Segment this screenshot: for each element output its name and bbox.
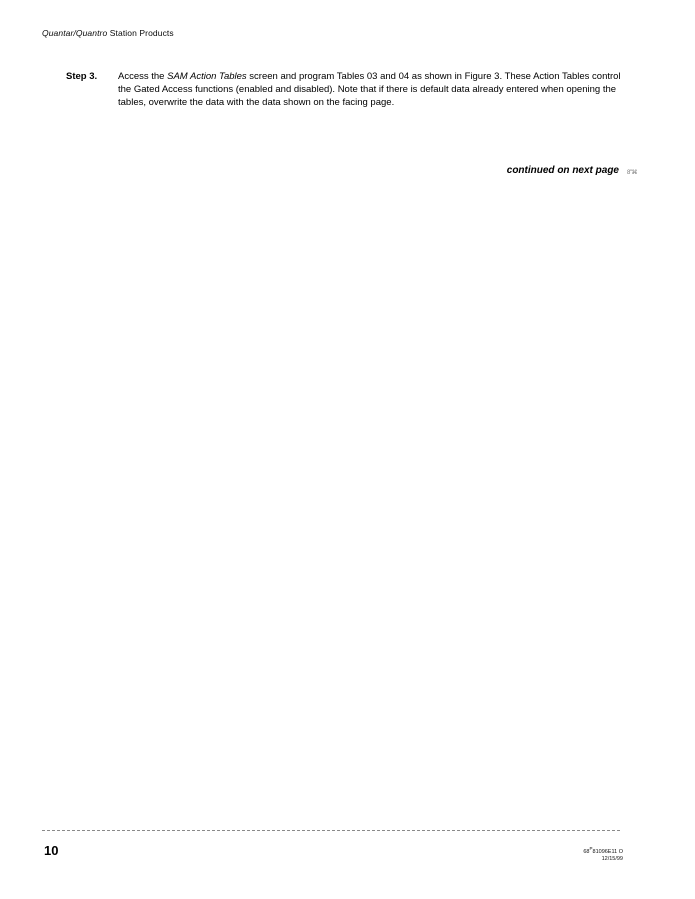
document-identifier	[583, 845, 623, 863]
running-header	[42, 28, 174, 38]
doc-id-suffix: 81096E11 O	[592, 848, 623, 855]
page-number: 10	[44, 843, 59, 858]
running-header-product: Quantar/Quantro	[42, 28, 108, 38]
step-label: Step 3.	[66, 71, 98, 82]
step-text-part1: Access the	[118, 71, 168, 82]
doc-id-prefix: 68	[583, 848, 590, 855]
doc-date: 12/15/99	[601, 855, 623, 862]
continued-mark-icon: 8"⌘	[627, 170, 637, 176]
step-text-part2: screen and program Tables 03 and 04 as shown in Figure 3. These Action Tables control the Gated Access functions (enabled and disabled). Note that if there is default data already entered when opening the tables, overwrite the data with the data shown on the facing page.	[118, 71, 621, 109]
footer-divider	[42, 830, 620, 831]
doc-id-superscript: P	[589, 846, 593, 851]
step-row	[66, 70, 626, 110]
step-block	[66, 70, 626, 110]
step-text	[118, 70, 626, 110]
running-header-suffix: Station Products	[107, 28, 174, 38]
continued-note: continued on next page	[506, 165, 619, 176]
step-text-screen-name: SAM Action Tables	[167, 71, 247, 82]
